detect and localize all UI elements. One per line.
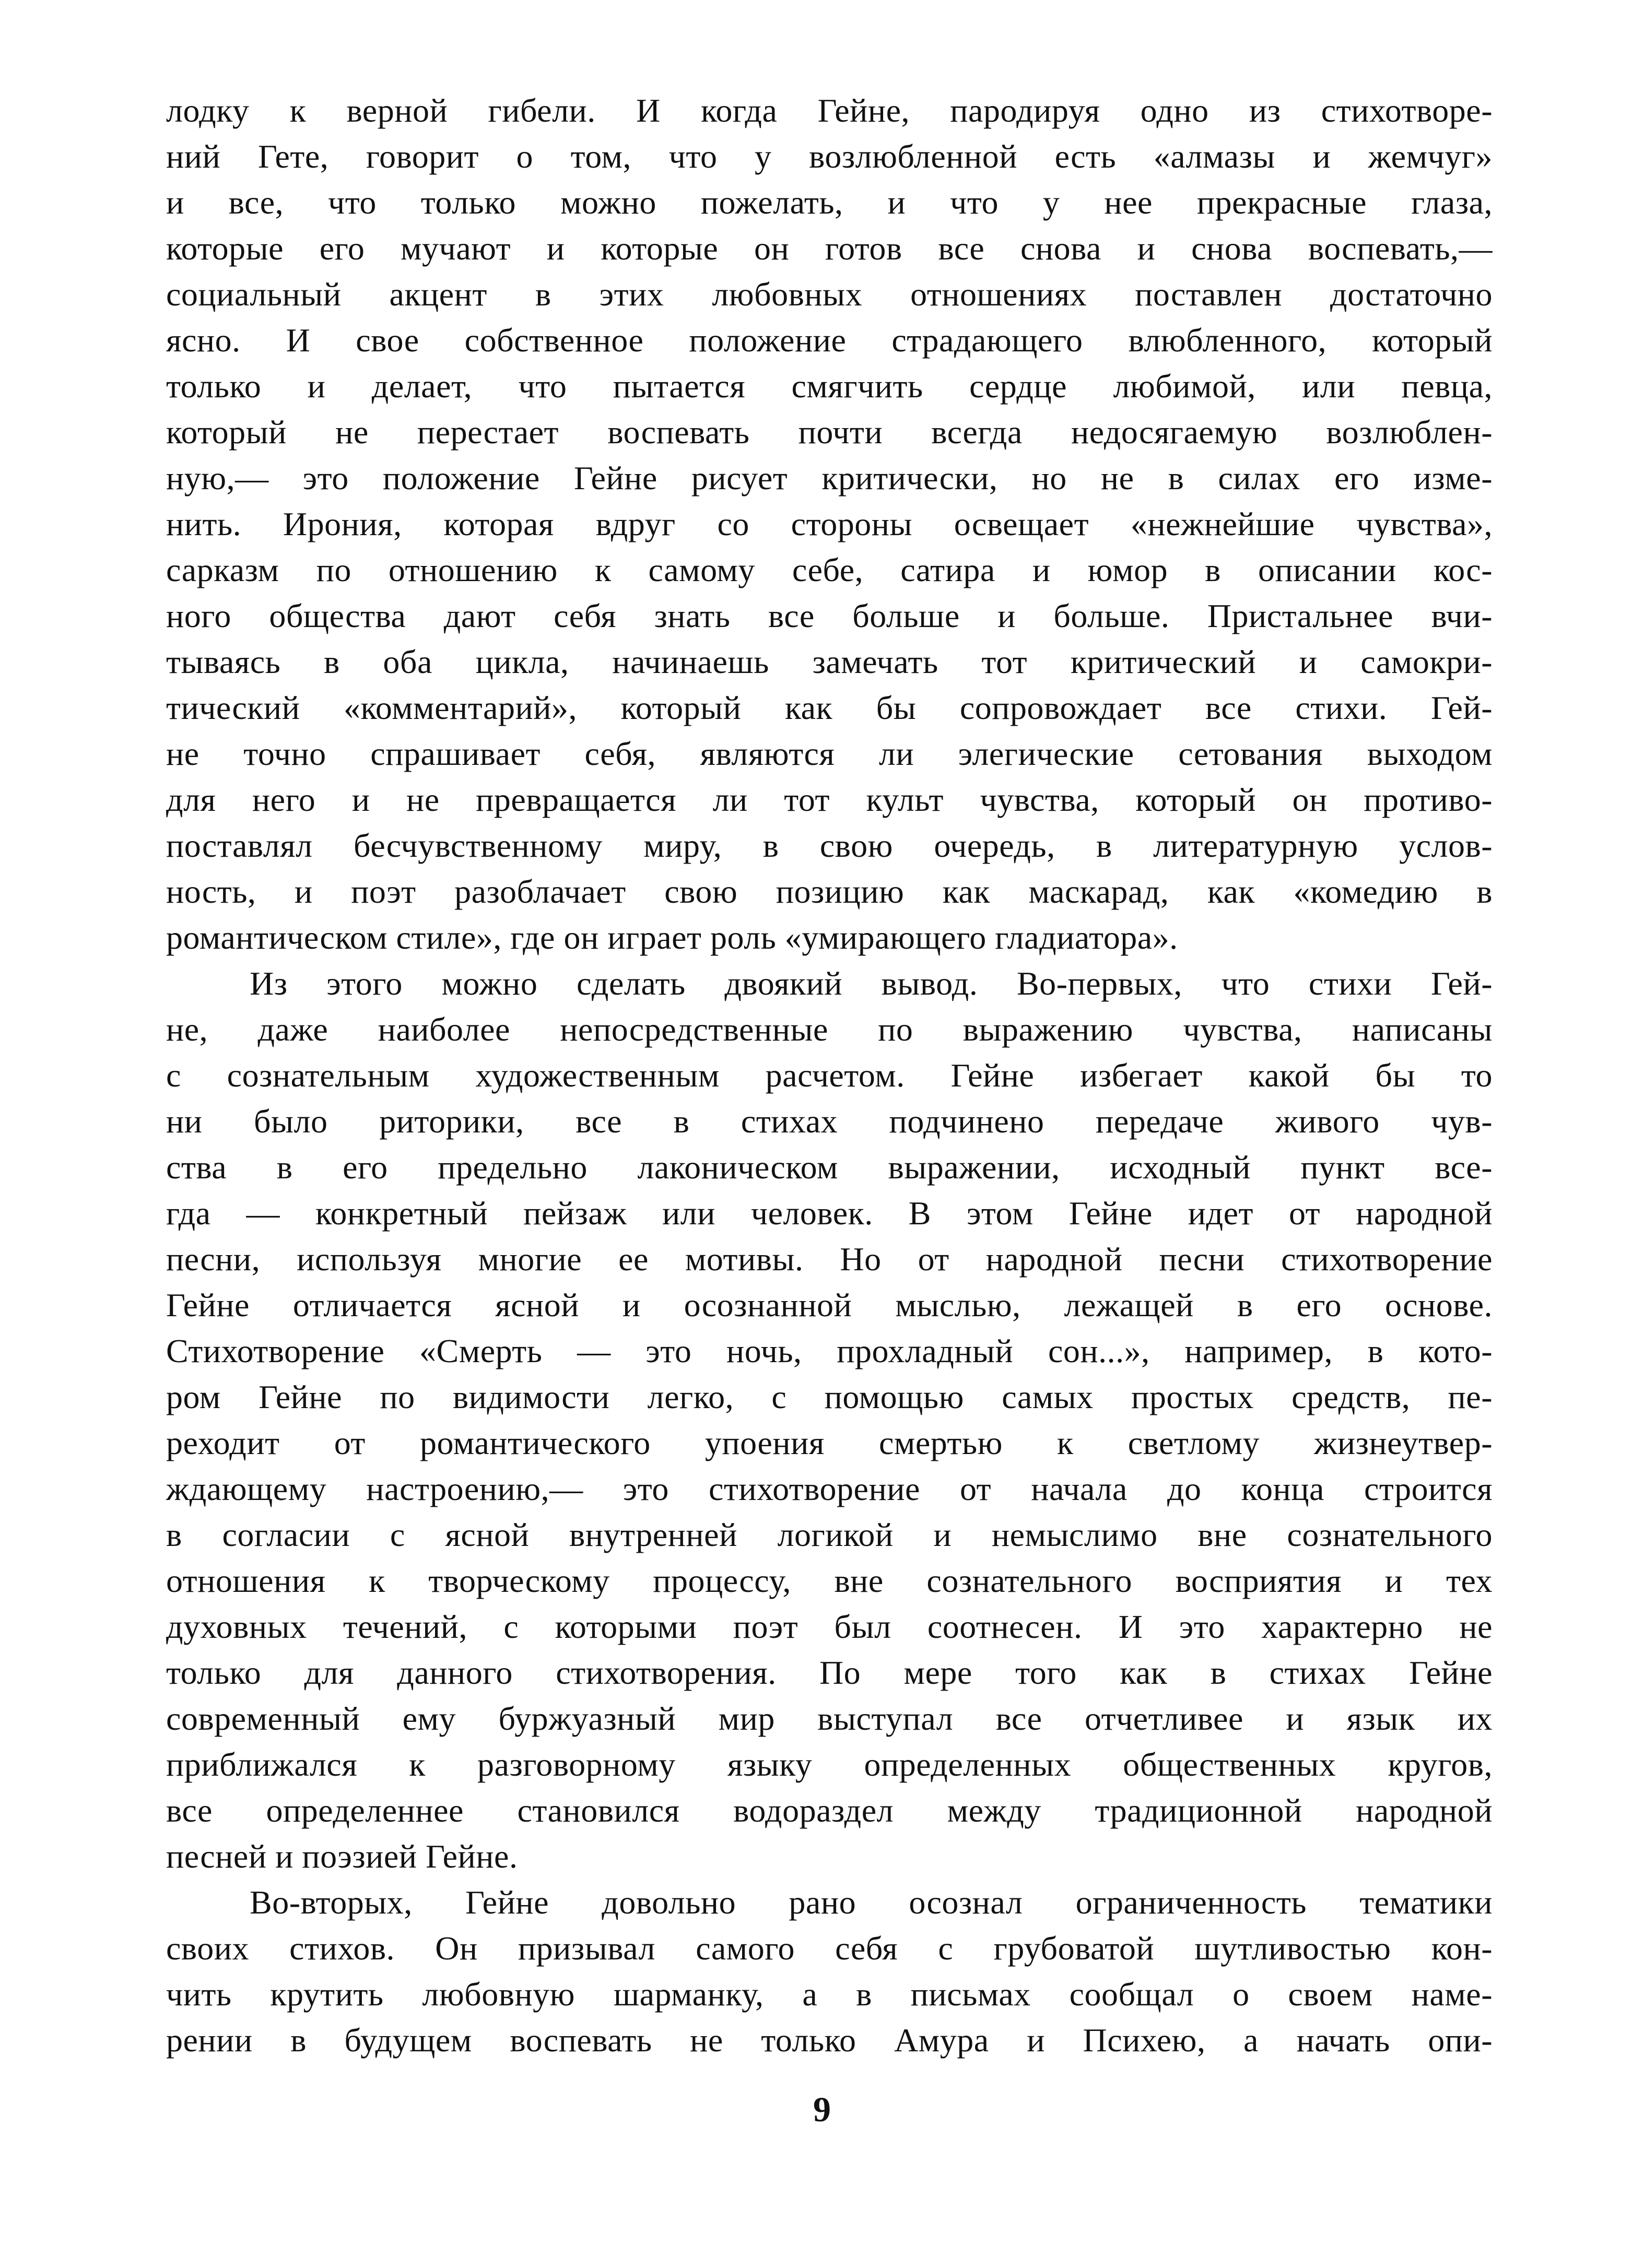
page-number: 9 <box>813 2089 831 2129</box>
text-line: ства в его предельно лаконическом выражении, исходный пункт все- <box>166 1149 1493 1186</box>
text-line: не, даже наиболее непосредственные по выражению чувства, написаны <box>166 1011 1493 1048</box>
text-line: ную,— это положение Гейне рисует критически, но не в силах его изме- <box>166 459 1493 497</box>
text-line: песней и поэзией Гейне. <box>166 1838 518 1875</box>
text-line: все определеннее становился водораздел между традиционной народной <box>166 1792 1493 1829</box>
text-line: в согласии с ясной внутренней логикой и немыслимо вне сознательного <box>166 1516 1493 1553</box>
text-line: ни было риторики, все в стихах подчинено передаче живого чув- <box>166 1103 1493 1140</box>
text-line: лодку к верной гибели. И когда Гейне, пародируя одно из стихотворе- <box>166 92 1493 129</box>
text-line: песни, используя многие ее мотивы. Но от народной песни стихотворение <box>166 1241 1493 1278</box>
text-line: для него и не превращается ли тот культ чувства, который он противо- <box>166 781 1493 818</box>
text-line: романтическом стиле», где он играет роль «умирающего гладиатора». <box>166 919 1178 956</box>
text-line: Гейне отличается ясной и осознанной мыслью, лежащей в его основе. <box>166 1286 1493 1324</box>
paragraph-first-line: Во-вторых, Гейне довольно рано осознал ограниченность тематики <box>250 1884 1493 1921</box>
text-line: только для данного стихотворения. По мере того как в стихах Гейне <box>166 1654 1493 1691</box>
text-line: нить. Ирония, которая вдруг со стороны освещает «нежнейшие чувства», <box>166 505 1493 542</box>
text-line: Стихотворение «Смерть — это ночь, прохладный сон...», например, в кото- <box>166 1332 1493 1369</box>
text-line: современный ему буржуазный мир выступал все отчетливее и язык их <box>166 1700 1493 1737</box>
text-line: ясно. И свое собственное положение страдающего влюбленного, который <box>166 322 1493 359</box>
text-line: ром Гейне по видимости легко, с помощью самых простых средств, пе- <box>166 1378 1493 1415</box>
text-line: приближался к разговорному языку определенных общественных кругов, <box>166 1746 1493 1783</box>
text-line: ний Гете, говорит о том, что у возлюбленной есть «алмазы и жемчуг» <box>166 138 1493 175</box>
text-line: тический «комментарий», который как бы сопровождает все стихи. Гей- <box>166 689 1493 726</box>
text-line: чить крутить любовную шарманку, а в письмах сообщал о своем наме- <box>166 1976 1493 2013</box>
text-line: которые его мучают и которые он готов все снова и снова воспевать,— <box>166 230 1493 267</box>
text-line: духовных течений, с которыми поэт был соотнесен. И это характерно не <box>166 1608 1493 1645</box>
text-line: поставлял бесчувственному миру, в свою очередь, в литературную услов- <box>166 827 1493 864</box>
text-line: тываясь в оба цикла, начинаешь замечать тот критический и самокри- <box>166 643 1493 680</box>
text-line: сарказм по отношению к самому себе, сатира и юмор в описании кос- <box>166 551 1493 588</box>
text-line: ность, и поэт разоблачает свою позицию как маскарад, как «комедию в <box>166 873 1493 910</box>
text-line: своих стихов. Он призывал самого себя с грубоватой шутливостью кон- <box>166 1930 1493 1967</box>
text-line: социальный акцент в этих любовных отношениях поставлен достаточно <box>166 276 1493 313</box>
text-line: рении в будущем воспевать не только Амура и Психею, а начать опи- <box>166 2022 1493 2059</box>
text-line: с сознательным художественным расчетом. Гейне избегает какой бы то <box>166 1057 1493 1094</box>
text-line: ного общества дают себя знать все больше и больше. Пристальнее вчи- <box>166 597 1493 634</box>
text-line: только и делает, что пытается смягчить сердце любимой, или певца, <box>166 368 1493 405</box>
text-line: реходит от романтического упоения смертью к светлому жизнеутвер- <box>166 1424 1493 1461</box>
text-line: не точно спрашивает себя, являются ли элегические сетования выходом <box>166 735 1493 772</box>
text-line: ждающему настроению,— это стихотворение от начала до конца строится <box>166 1470 1493 1507</box>
text-line: который не перестает воспевать почти всегда недосягаемую возлюблен- <box>166 414 1493 451</box>
text-line: гда — конкретный пейзаж или человек. В этом Гейне идет от народной <box>166 1195 1493 1232</box>
paragraph-first-line: Из этого можно сделать двоякий вывод. Во-первых, что стихи Гей- <box>250 965 1493 1002</box>
text-line: отношения к творческому процессу, вне сознательного восприятия и тех <box>166 1562 1493 1599</box>
text-line: и все, что только можно пожелать, и что у нее прекрасные глаза, <box>166 184 1493 221</box>
